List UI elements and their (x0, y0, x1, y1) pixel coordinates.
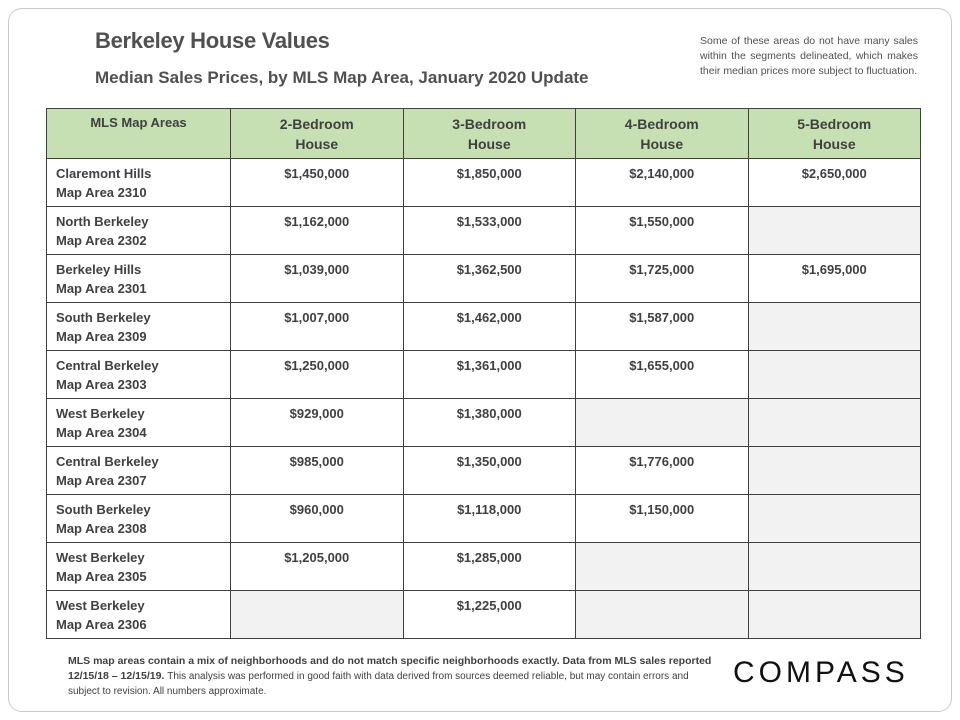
price-cell: $1,225,000 (403, 591, 576, 639)
area-cell (47, 495, 231, 543)
column-header-line1: MLS Map Areas (90, 115, 187, 130)
column-header-line1: 5-Bedroom (797, 116, 872, 132)
column-header-line2: House (812, 136, 856, 152)
price-cell: $1,039,000 (231, 255, 404, 303)
column-header-line2: House (467, 136, 511, 152)
price-cell (576, 399, 749, 447)
area-code: Map Area 2304 (56, 425, 147, 440)
area-code: Map Area 2307 (56, 473, 147, 488)
table-row (47, 207, 921, 255)
column-header-line2: House (640, 136, 684, 152)
area-name: South Berkeley (56, 502, 151, 517)
table-row (47, 303, 921, 351)
compass-logo: COMPASS (733, 656, 909, 689)
price-cell: $1,362,500 (403, 255, 576, 303)
page-subtitle: Median Sales Prices, by MLS Map Area, January 2020 Update (95, 68, 589, 87)
column-header (231, 109, 404, 159)
price-cell: $1,695,000 (748, 255, 921, 303)
price-cell: $1,587,000 (576, 303, 749, 351)
area-cell (47, 207, 231, 255)
price-cell (748, 207, 921, 255)
price-cell: $1,533,000 (403, 207, 576, 255)
footer-disclaimer (68, 654, 713, 699)
area-cell (47, 351, 231, 399)
price-cell: $1,655,000 (576, 351, 749, 399)
price-cell: $985,000 (231, 447, 404, 495)
column-header (576, 109, 749, 159)
price-cell: $960,000 (231, 495, 404, 543)
price-cell: $1,450,000 (231, 159, 404, 207)
price-cell: $1,285,000 (403, 543, 576, 591)
price-cell: $1,725,000 (576, 255, 749, 303)
price-cell: $1,361,000 (403, 351, 576, 399)
area-name: South Berkeley (56, 310, 151, 325)
table-row (47, 591, 921, 639)
footer-bold-text: MLS map areas contain a mix of neighborhoods and do not match specific neighborhoods exactly. Data from MLS sales reported 12/15/18 – 12/15/19. (68, 655, 712, 682)
area-code: Map Area 2301 (56, 281, 147, 296)
price-cell: $2,140,000 (576, 159, 749, 207)
table-header-row (47, 109, 921, 159)
page-title: Berkeley House Values (95, 28, 330, 53)
area-name: West Berkeley (56, 406, 145, 421)
table-row (47, 399, 921, 447)
table-row (47, 543, 921, 591)
price-cell: $1,550,000 (576, 207, 749, 255)
price-cell: $1,380,000 (403, 399, 576, 447)
prices-table (46, 108, 921, 639)
price-cell (576, 543, 749, 591)
area-cell (47, 399, 231, 447)
column-header (403, 109, 576, 159)
area-cell (47, 591, 231, 639)
area-name: West Berkeley (56, 550, 145, 565)
column-header (748, 109, 921, 159)
area-name: Claremont Hills (56, 166, 152, 181)
area-cell (47, 303, 231, 351)
price-cell: $1,350,000 (403, 447, 576, 495)
table-row (47, 255, 921, 303)
footer-light-text: This analysis was performed in good faith with data derived from sources deemed reliable, but may contain errors and subject to revision. All numbers approximate. (68, 671, 689, 697)
price-cell: $2,650,000 (748, 159, 921, 207)
side-note: Some of these areas do not have many sales within the segments delineated, which makes their median prices more subject to fluctuation. (700, 35, 918, 77)
area-code: Map Area 2306 (56, 617, 147, 632)
price-cell (576, 591, 749, 639)
price-cell (748, 351, 921, 399)
area-code: Map Area 2308 (56, 521, 147, 536)
area-code: Map Area 2310 (56, 185, 147, 200)
price-cell (748, 447, 921, 495)
table-row (47, 159, 921, 207)
table-row (47, 447, 921, 495)
column-header-line1: 2-Bedroom (279, 116, 354, 132)
area-cell (47, 159, 231, 207)
table-row (47, 495, 921, 543)
price-cell (748, 543, 921, 591)
area-name: North Berkeley (56, 214, 149, 229)
price-cell: $1,462,000 (403, 303, 576, 351)
area-name: West Berkeley (56, 598, 145, 613)
price-cell: $1,850,000 (403, 159, 576, 207)
price-cell: $1,776,000 (576, 447, 749, 495)
price-cell (748, 591, 921, 639)
price-cell: $1,205,000 (231, 543, 404, 591)
column-header-line1: 4-Bedroom (624, 116, 699, 132)
area-code: Map Area 2302 (56, 233, 147, 248)
price-cell (748, 495, 921, 543)
price-cell: $1,150,000 (576, 495, 749, 543)
price-cell: $1,118,000 (403, 495, 576, 543)
area-name: Central Berkeley (56, 358, 159, 373)
price-cell (231, 591, 404, 639)
price-cell (748, 303, 921, 351)
area-name: Berkeley Hills (56, 262, 142, 277)
column-header-line2: House (295, 136, 339, 152)
price-cell: $1,250,000 (231, 351, 404, 399)
column-header (47, 109, 231, 159)
area-cell (47, 543, 231, 591)
area-code: Map Area 2303 (56, 377, 147, 392)
price-cell (748, 399, 921, 447)
column-header-line1: 3-Bedroom (452, 116, 527, 132)
area-cell (47, 447, 231, 495)
area-cell (47, 255, 231, 303)
area-code: Map Area 2309 (56, 329, 147, 344)
table-row (47, 351, 921, 399)
price-cell: $1,007,000 (231, 303, 404, 351)
area-code: Map Area 2305 (56, 569, 147, 584)
area-name: Central Berkeley (56, 454, 159, 469)
price-cell: $929,000 (231, 399, 404, 447)
price-cell: $1,162,000 (231, 207, 404, 255)
